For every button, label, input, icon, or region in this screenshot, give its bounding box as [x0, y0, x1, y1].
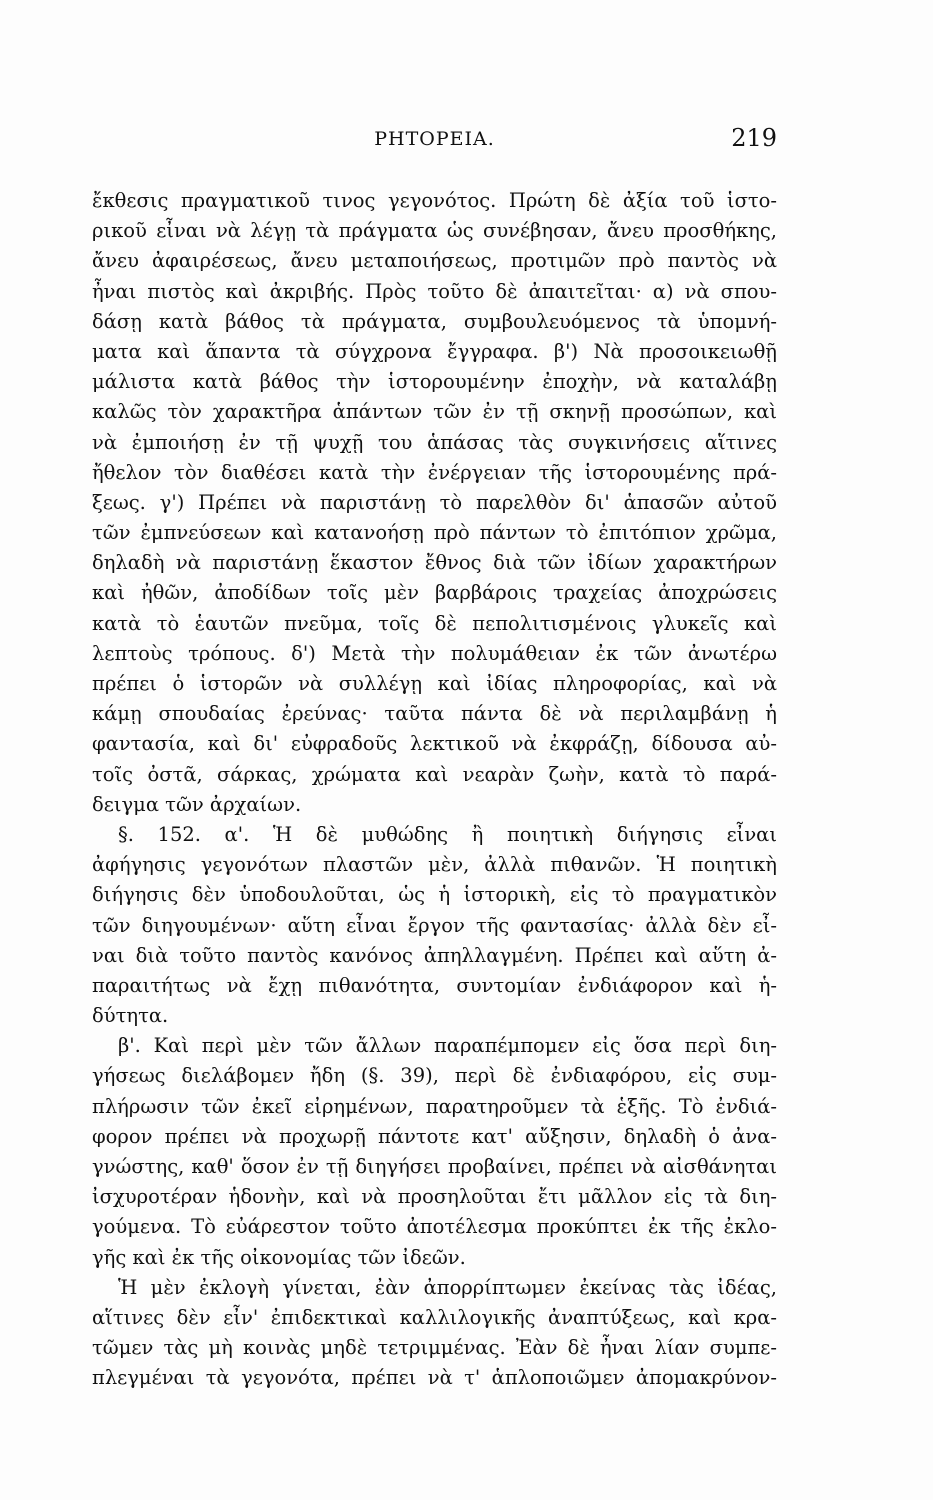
text-line: ἤθελον τὸν διαθέσει κατὰ τὴν ἐνέργειαν τῆς ἱστορουμένης πρά-	[92, 460, 777, 484]
text-line: παραιτήτως νὰ ἔχῃ πιθανότητα, συντομίαν ἐνδιάφορον καὶ ἡ-	[92, 973, 777, 997]
text-line: νὰ ἐμποιήσῃ ἐν τῇ ψυχῇ του ἁπάσας τὰς συγκινήσεις αἵτινες	[92, 430, 777, 454]
text-line: ἰσχυροτέραν ἡδονὴν, καὶ νὰ προσηλοῦται ἔτι μᾶλλον εἰς τὰ διη-	[92, 1185, 777, 1209]
text-line: ἦναι πιστὸς καὶ ἀκριβής. Πρὸς τοῦτο δὲ ἀπαιτεῖται· α) νὰ σπου-	[92, 279, 777, 303]
text-line: ξεως. γ') Πρέπει νὰ παριστάνῃ τὸ παρελθὸν δι' ἁπασῶν αὐτοῦ	[92, 490, 777, 514]
text-line: γούμενα. Τὸ εὐάρεστον τοῦτο ἀποτέλεσμα προκύπτει ἐκ τῆς ἐκλο-	[92, 1215, 777, 1239]
text-line: ἄνευ ἀφαιρέσεως, ἄνευ μεταποιήσεως, προτιμῶν πρὸ παντὸς νὰ	[92, 249, 777, 273]
text-line: γῆς καὶ ἐκ τῆς οἰκονομίας τῶν ἰδεῶν.	[92, 1245, 466, 1269]
text-line: δύτητα.	[92, 1004, 169, 1028]
text-line: φορον πρέπει νὰ προχωρῇ πάντοτε κατ' αὔξησιν, δηλαδὴ ὁ ἀνα-	[92, 1124, 777, 1148]
text-line: μάλιστα κατὰ βάθος τὴν ἱστορουμένην ἐποχὴν, νὰ καταλάβῃ	[92, 370, 777, 394]
page-number: 219	[731, 124, 777, 152]
text-line: τῶν διηγουμένων· αὕτη εἶναι ἔργον τῆς φαντασίας· ἀλλὰ δὲν εἶ-	[92, 913, 777, 937]
text-line: δάσῃ κατὰ βάθος τὰ πράγματα, συμβουλευόμενος τὰ ὑπομνή-	[92, 309, 777, 333]
section-heading-line: §. 152. α'. Ἡ δὲ μυθώδης ἢ ποιητικὴ διήγησις εἶναι	[118, 822, 777, 846]
text-line: κατὰ τὸ ἑαυτῶν πνεῦμα, τοῖς δὲ πεπολιτισμένοις γλυκεῖς καὶ	[92, 611, 777, 635]
text-line: πλήρωσιν τῶν ἐκεῖ εἰρημένων, παρατηροῦμεν τὰ ἑξῆς. Τὸ ἐνδιά-	[92, 1094, 777, 1118]
text-line: καλῶς τὸν χαρακτῆρα ἁπάντων τῶν ἐν τῇ σκηνῇ προσώπων, καὶ	[92, 400, 777, 424]
text-line: κάμῃ σπουδαίας ἐρεύνας· ταῦτα πάντα δὲ νὰ περιλαμβάνῃ ἡ	[92, 702, 777, 726]
text-line: ματα καὶ ἅπαντα τὰ σύγχρονα ἔγγραφα. β') Νὰ προσοικειωθῇ	[92, 339, 777, 363]
text-line: πλεγμέναι τὰ γεγονότα, πρέπει νὰ τ' ἁπλοποιῶμεν ἀπομακρύνον-	[92, 1366, 777, 1390]
text-line: δειγμα τῶν ἀρχαίων.	[92, 792, 302, 816]
text-line: λεπτοὺς τρόπους. δ') Μετὰ τὴν πολυμάθειαν ἐκ τῶν ἀνωτέρω	[92, 641, 777, 665]
text-line: γήσεως διελάβομεν ἤδη (§. 39), περὶ δὲ ἐνδιαφόρου, εἰς συμ-	[92, 1064, 777, 1088]
text-line: αἵτινες δὲν εἶν' ἐπιδεκτικαὶ καλλιλογικῆς ἀναπτύξεως, καὶ κρα-	[92, 1305, 777, 1329]
text-line: Ἡ μὲν ἐκλογὴ γίνεται, ἐὰν ἀπορρίπτωμεν ἐκείνας τὰς ἰδέας,	[118, 1275, 777, 1299]
text-line: καὶ ἠθῶν, ἀποδίδων τοῖς μὲν βαρβάροις τραχείας ἀποχρώσεις	[92, 581, 777, 605]
running-head: ΡΗΤΟΡΕΙΑ.	[374, 128, 495, 150]
text-line: γνώστης, καθ' ὅσον ἐν τῇ διηγήσει προβαίνει, πρέπει νὰ αἰσθάνηται	[92, 1155, 777, 1178]
text-line: β'. Καὶ περὶ μὲν τῶν ἄλλων παραπέμπομεν εἰς ὅσα περὶ διη-	[118, 1034, 777, 1058]
text-line: τοῖς ὀστᾶ, σάρκας, χρώματα καὶ νεαρὰν ζωὴν, κατὰ τὸ παρά-	[92, 762, 777, 786]
text-line: ναι διὰ τοῦτο παντὸς κανόνος ἀπηλλαγμένη. Πρέπει καὶ αὕτη ἀ-	[92, 943, 777, 967]
page-header	[92, 124, 777, 168]
text-line: διήγησις δὲν ὑποδουλοῦται, ὡς ἡ ἱστορικὴ, εἰς τὸ πραγματικὸν	[92, 883, 777, 907]
text-line: τῶμεν τὰς μὴ κοινὰς μηδὲ τετριμμένας. Ἐὰν δὲ ἦναι λίαν συμπε-	[92, 1336, 777, 1360]
text-line: δηλαδὴ νὰ παριστάνῃ ἕκαστον ἔθνος διὰ τῶν ἰδίων χαρακτήρων	[92, 551, 777, 575]
text-line: πρέπει ὁ ἱστορῶν νὰ συλλέγῃ καὶ ἰδίας πληροφορίας, καὶ νὰ	[92, 672, 777, 695]
text-line: ρικοῦ εἶναι νὰ λέγῃ τὰ πράγματα ὡς συνέβησαν, ἄνευ προσθήκης,	[92, 219, 777, 243]
text-line: φαντασία, καὶ δι' εὐφραδοῦς λεκτικοῦ νὰ ἐκφράζῃ, δίδουσα αὐ-	[92, 732, 777, 756]
text-line: ἔκθεσις πραγματικοῦ τινος γεγονότος. Πρώτη δὲ ἀξία τοῦ ἱστο-	[92, 189, 777, 212]
text-line: τῶν ἐμπνεύσεων καὶ κατανοήσῃ πρὸ πάντων τὸ ἐπιτόπιον χρῶμα,	[92, 521, 777, 545]
body-text	[92, 186, 777, 1394]
text-line: ἀφήγησις γεγονότων πλαστῶν μὲν, ἀλλὰ πιθανῶν. Ἡ ποιητικὴ	[92, 853, 777, 877]
